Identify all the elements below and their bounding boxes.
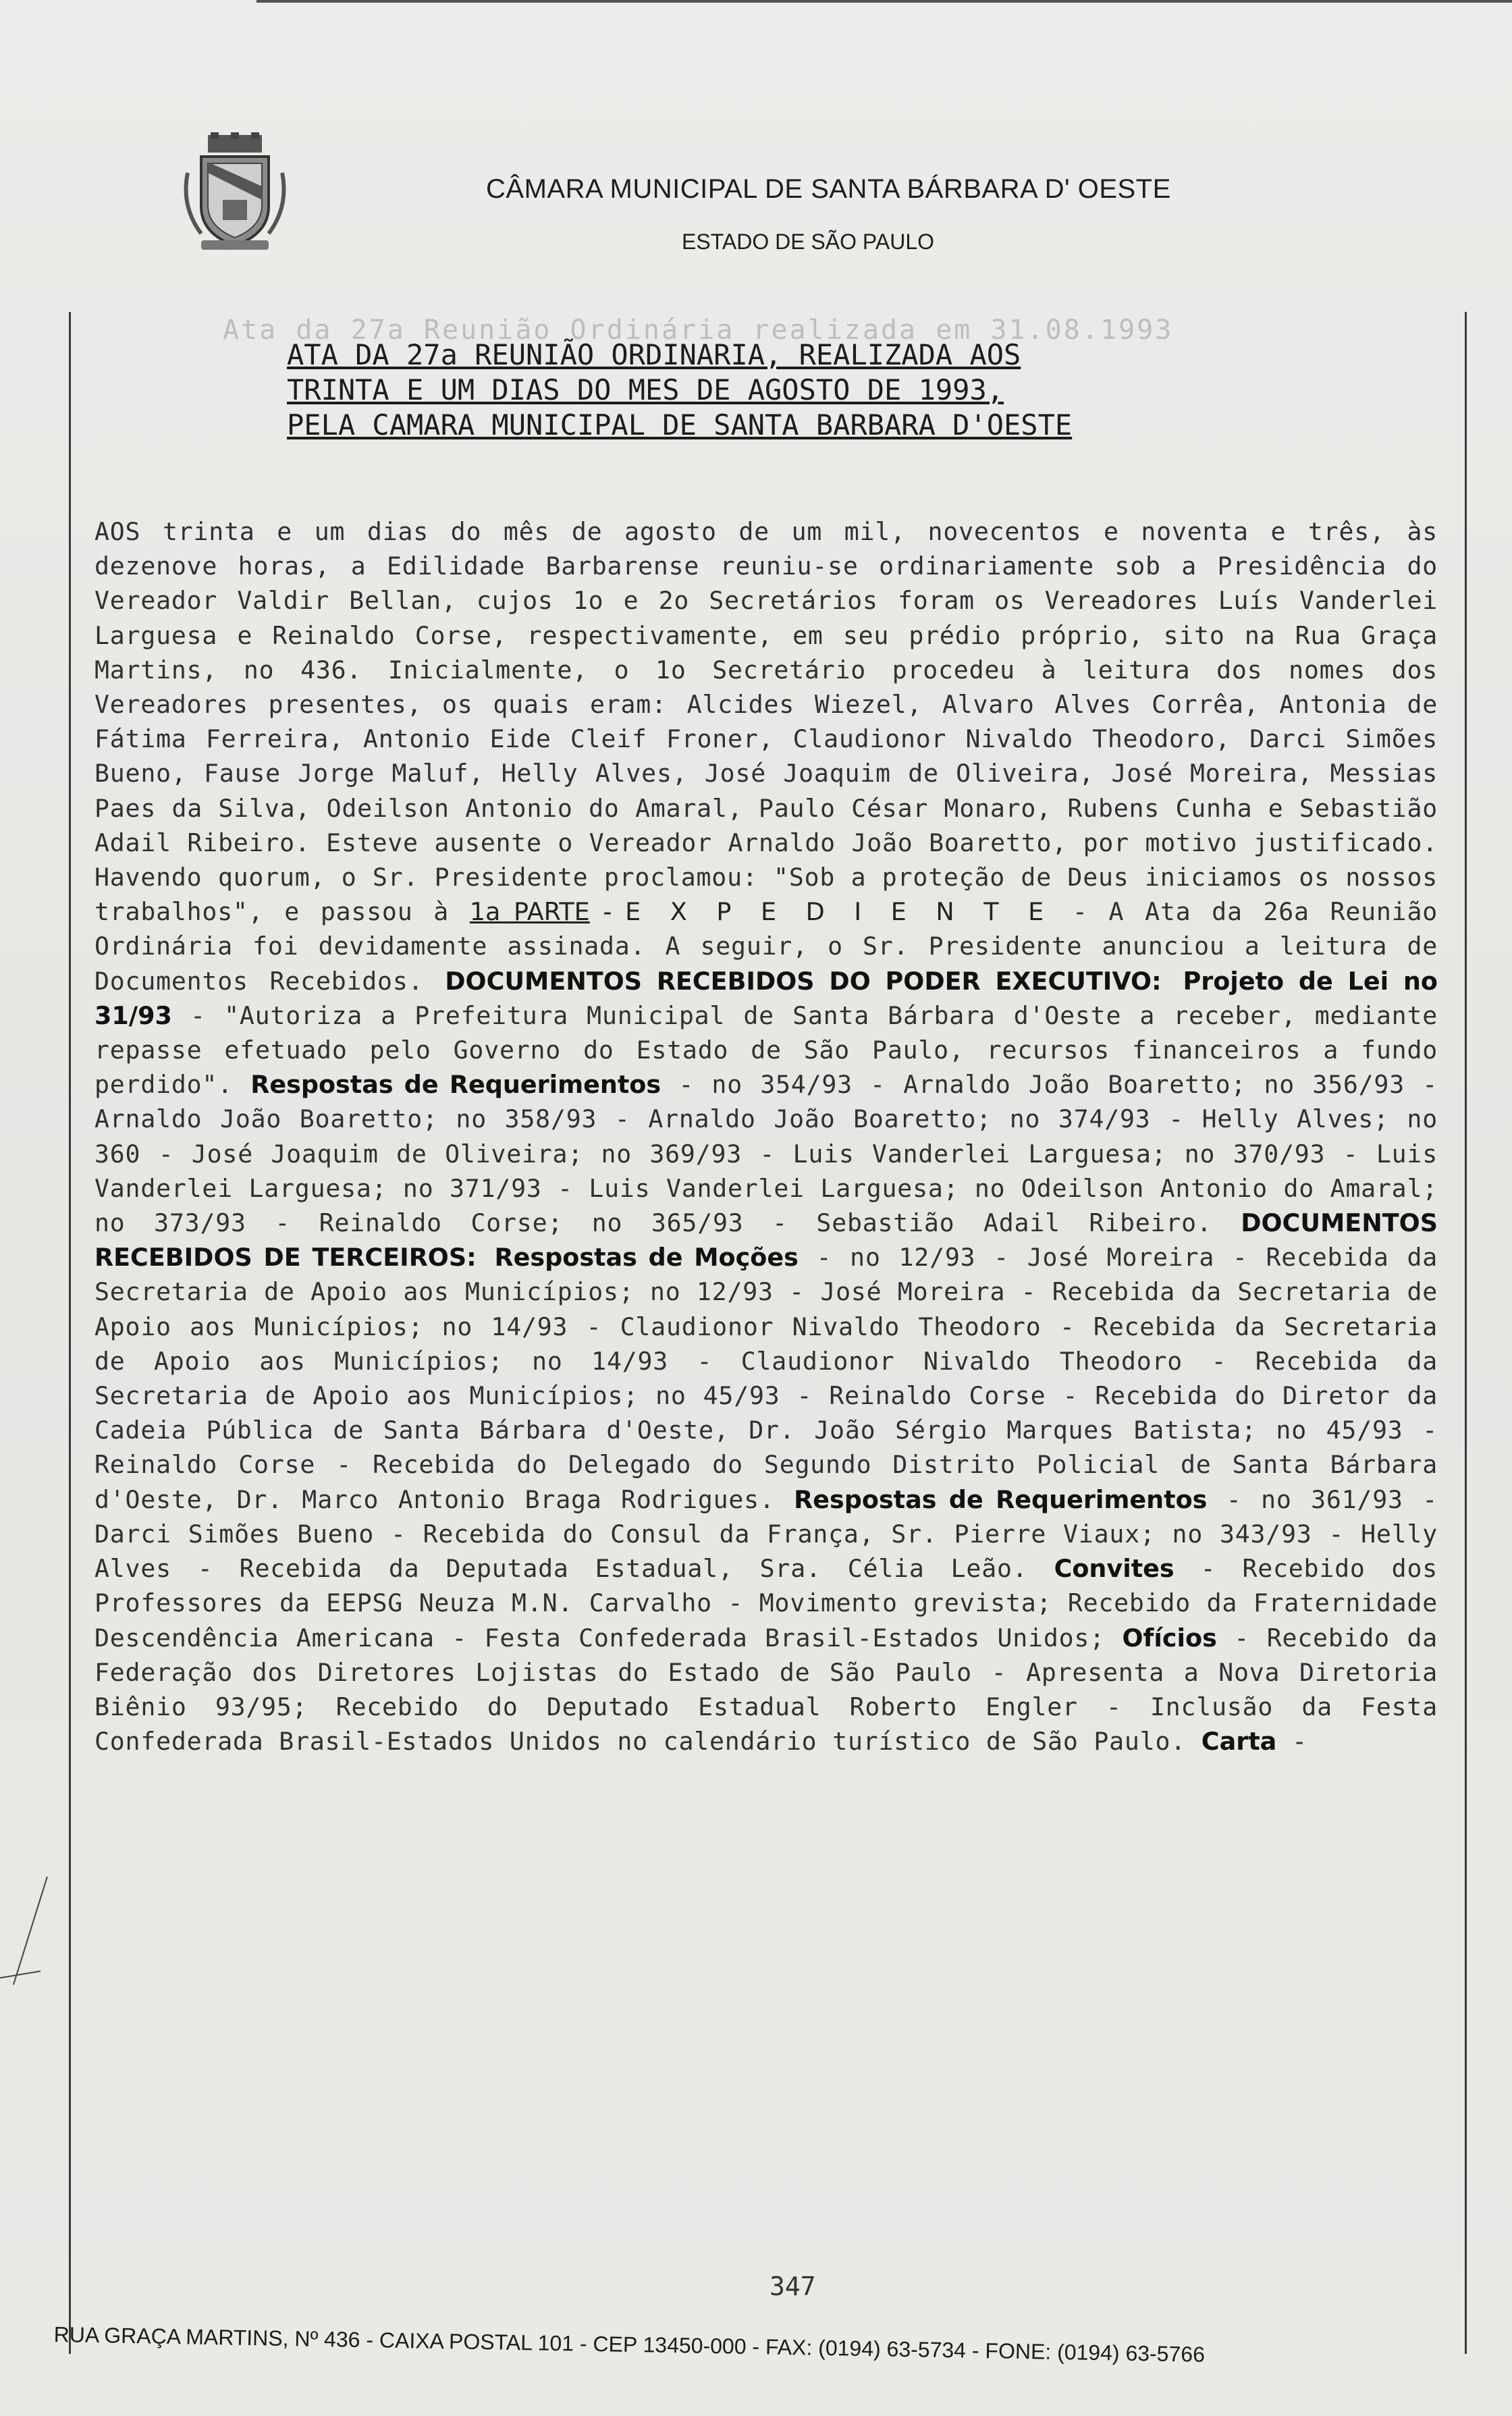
scan-edge-line (256, 0, 1512, 3)
minutes-body (94, 514, 1438, 1759)
heading-request-replies-2: Respostas de Requerimentos (794, 1484, 1208, 1514)
expediente-label: E X P E D I E N T E (625, 897, 1052, 927)
motion-replies-text: - no 12/93 - José Moreira - Recebida da Secretaria de Apoio aos Municípios; no 12/93 - José Moreira - Recebida da Secretaria de Apoio aos Municípios; no 14/93 - Claudionor Nivaldo Theodoro - Recebida da Secretaria de Apoio aos Municípios; no 14/93 - Claudionor Nivaldo Theodoro - Recebida da Secretaria de Apoio aos Municípios; no 45/93 - Reinaldo Corse - Recebida do Diretor da Cadeia Pública de Santa Bárbara d'Oeste, Dr. João Sérgio Marques Batista; no 45/93 - Reinaldo Corse - Recebida do Delegado do Segundo Distrito Policial de Santa Bárbara d'Oeste, Dr. Marco Antonio Braga Rodrigues. (94, 1243, 1438, 1514)
heading-motion-replies: Respostas de Moções (494, 1243, 799, 1272)
heading-official-letters: Ofícios (1122, 1623, 1217, 1653)
bleed-through-text: Ata da 27a Reunião Ordinária realizada em 31.08.1993 (223, 315, 1174, 346)
letter-text: - (1276, 1727, 1307, 1756)
right-frame-rule (1465, 312, 1467, 2354)
title-line-2: TRINTA E UM DIAS DO MES DE AGOSTO DE 1993, (287, 373, 1004, 406)
opening-paragraph: AOS trinta e um dias do mês de agosto de um mil, novecentos e noventa e três, às dezenove horas, a Edilidade Barbarense reuniu-se ordinariamente sob a Presidência do Vereador Valdir Bellan, cujos 1o e 2o Secretários foram os Vereadores Luís Vanderlei Larguesa e Reinaldo Corse, respectivamente, em seu prédio próprio, sito na Rua Graça Martins, no 436. Inicialmente, o 1o Secretário procedeu à leitura dos nomes dos Vereadores presentes, os quais eram: Alcides Wiezel, Alvaro Alves Corrêa, Antonia de Fátima Ferreira, Antonio Eide Cleif Froner, Claudionor Nivaldo Theodoro, Darci Simões Bueno, Fause Jorge Maluf, Helly Alves, José Joaquim de Oliveira, José Moreira, Messias Paes da Silva, Odeilson Antonio do Amaral, Paulo César Monaro, Rubens Cunha e Sebastião Adail Ribeiro. Esteve ausente o Vereador Arnaldo João Boaretto, por motivo justificado. Havendo quorum, o Sr. Presidente proclamou: "Sob a proteção de Deus iniciamos os nossos trabalhos", e passou à (94, 517, 1438, 927)
official-letters-text: - Recebido da Federação dos Diretores Lojistas do Estado de São Paulo - Apresenta a Nova Diretoria Biênio 93/95; Recebido do Deputado Estadual Roberto Engler - Inclusão da Festa Confederada Brasil-Estados Unidos no calendário turístico de São Paulo. (94, 1623, 1438, 1756)
heading-third-party-docs: DOCUMENTOS RECEBIDOS DE TERCEIROS: (94, 1208, 1438, 1272)
heading-request-replies: Respostas de Requerimentos (250, 1070, 662, 1100)
request-replies-2-text: - no 361/93 - Darci Simões Bueno - Recebida do Consul da França, Sr. Pierre Viaux; no 343/93 - Helly Alves - Recebida da Deputada Estadual, Sra. Célia Leão. (94, 1484, 1438, 1584)
minutes-title (287, 338, 1232, 443)
page-number: 347 (770, 2272, 816, 2301)
title-line-1: ATA DA 27a REUNIÃO ORDINARIA, REALIZADA AOS (287, 338, 1021, 371)
letterhead-footer: RUA GRAÇA MARTINS, Nº 436 - CAIXA POSTAL 101 - CEP 13450-000 - FAX: (0194) 63-5734 - FONE: (0194) 63-5766 (53, 2322, 1206, 2367)
expediente-text: - A Ata da 26a Reunião Ordinária foi devidamente assinada. A seguir, o Sr. Presidente anunciou a leitura de Documentos Recebidos. (94, 897, 1438, 996)
heading-invitations: Convites (1054, 1554, 1174, 1584)
heading-bill: Projeto de Lei no 31/93 (94, 966, 1438, 1030)
institution-state: ESTADO DE SÃO PAULO (682, 230, 935, 254)
margin-pen-mark (0, 1877, 54, 2039)
heading-letter: Carta (1201, 1727, 1277, 1756)
heading-executive-docs: DOCUMENTOS RECEBIDOS DO PODER EXECUTIVO: (445, 966, 1162, 996)
bill-text: - "Autoriza a Prefeitura Municipal de Santa Bárbara d'Oeste a receber, mediante repasse efetuado pelo Governo do Estado de São Paulo, recursos financeiros a fundo perdido". (94, 1000, 1438, 1100)
left-frame-rule (69, 312, 71, 2354)
invitations-text: - Recebido dos Professores da EEPSG Neuza M.N. Carvalho - Movimento grevista; Recebido da Fraternidade Descendência Americana - Festa Confederada Brasil-Estados Unidos; (94, 1554, 1438, 1653)
request-replies-text: - no 354/93 - Arnaldo João Boaretto; no 356/93 - Arnaldo João Boaretto; no 358/93 - Arnaldo João Boaretto; no 374/93 - Helly Alves; no 360 - José Joaquim de Oliveira; no 369/93 - Luis Vanderlei Larguesa; no 370/93 - Luis Vanderlei Larguesa; no 371/93 - Luis Vanderlei Larguesa; no Odeilson Antonio do Amaral; no 373/93 - Reinaldo Corse; no 365/93 - Sebastião Adail Ribeiro. (94, 1070, 1438, 1238)
title-line-3: PELA CAMARA MUNICIPAL DE SANTA BARBARA D'OESTE (287, 408, 1073, 441)
municipal-coat-of-arms-icon (181, 132, 289, 254)
institution-name: CÂMARA MUNICIPAL DE SANTA BÁRBARA D' OESTE (486, 174, 1171, 204)
part-dash: - (589, 897, 626, 927)
part-label: 1a PARTE (469, 897, 590, 927)
